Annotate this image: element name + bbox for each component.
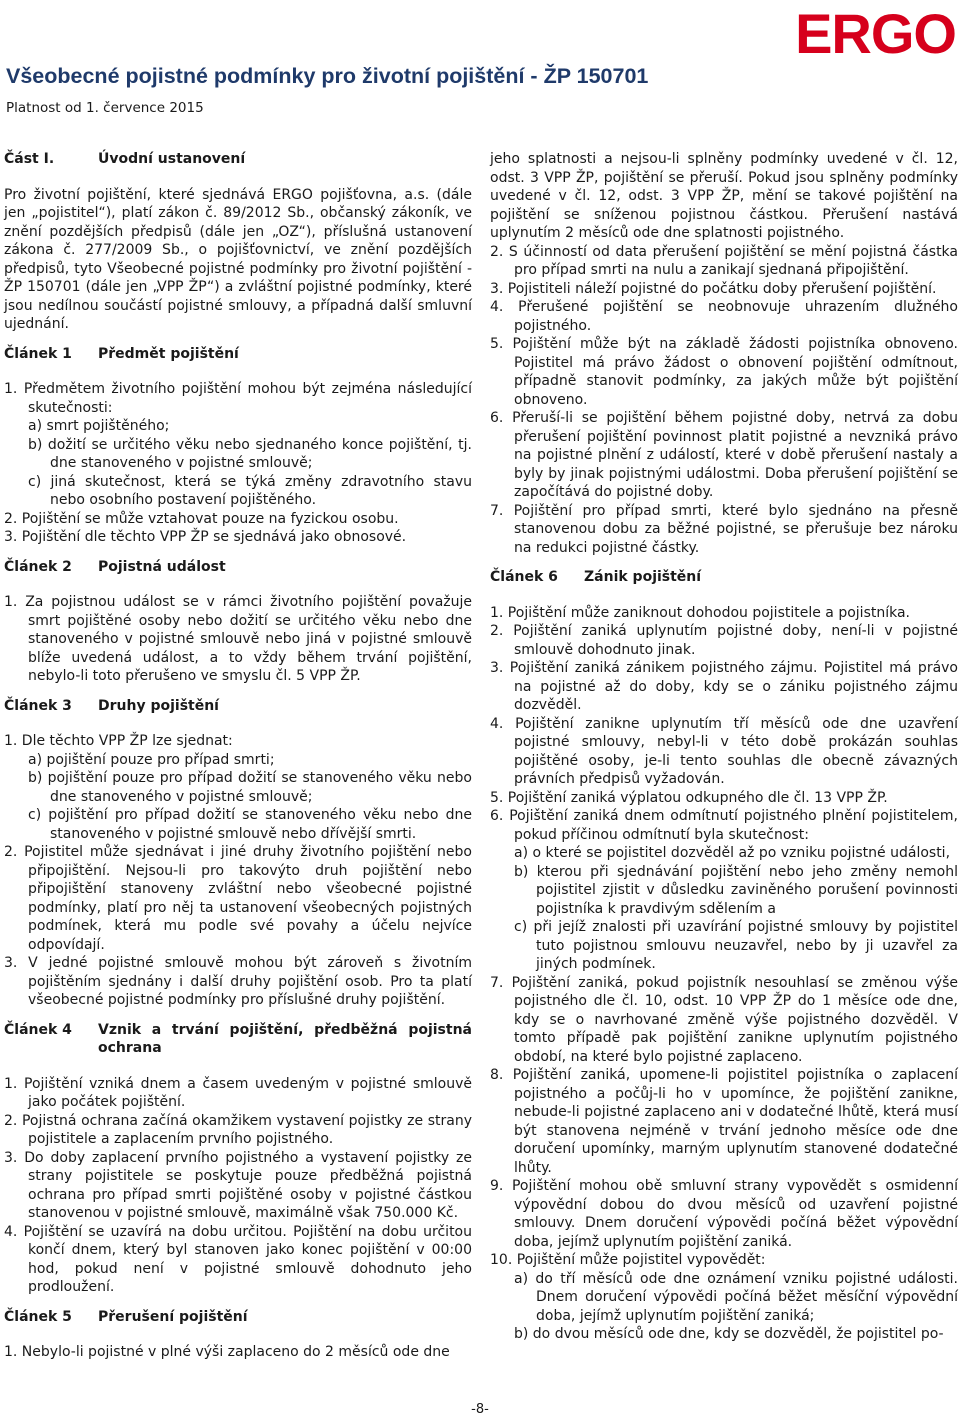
numbered-item: 1. Pojištění může zaniknout dohodou pojistitele a pojistníka.	[490, 604, 910, 621]
numbered-item: 2. Pojištění se může vztahovat pouze na fyzickou osobu.	[4, 510, 399, 527]
section-title: Zánik pojištění	[584, 569, 702, 585]
sub-item: a) pojištění pouze pro případ smrti;	[28, 751, 275, 768]
sub-item: b) do dvou měsíců ode dne, kdy se dozvěděl, že pojistitel po-	[514, 1326, 944, 1342]
section-heading	[490, 568, 958, 587]
numbered-item: 1. Předmětem životního pojištění mohou být zejména následující skutečnosti:	[4, 381, 472, 416]
sub-item: a) o které se pojistitel dozvěděl až po vzniku pojistné události,	[514, 845, 951, 861]
numbered-item: 2. Pojistná ochrana začíná okamžikem vystavení pojistky ze strany pojistitele a zaplacením prvního pojistného.	[4, 1112, 472, 1147]
section-number: Článek 1	[4, 345, 72, 362]
numbered-item: 1. Nebylo-li pojistné v plné výši zaplaceno do 2 měsíců ode dne	[4, 1344, 450, 1360]
paragraph: jeho splatnosti a nejsou-li splněny podmínky uvedené v čl. 12, odst. 3 VPP ŽP, pojištění se přeruší. Pokud jsou splněny podmínky uvedené v čl. 12, odst. 3 VPP ŽP, mění se takové pojištění na pojištění se sníženou pojistnou částkou. Přerušení nastává uplynutím 2 měsíců ode dne splatnosti pojistného.	[490, 151, 958, 241]
numbered-item: 3. V jedné pojistné smlouvě mohou být zároveň s životním pojištěním sjednány i další druhy pojištění osob. Pro ta platí všeobecné pojistné podmínky pro příslušné druhy pojištění.	[4, 955, 472, 1008]
section-heading	[4, 1308, 472, 1327]
section-number: Článek 6	[490, 569, 558, 585]
section-title: Úvodní ustanovení	[98, 151, 246, 167]
ergo-logo: ERGO	[795, 2, 956, 65]
section-number: Část I.	[4, 151, 55, 167]
numbered-item: 5. Pojištění může být na základě žádosti pojistníka obnoveno. Pojistitel má právo žádost o obnovení pojištění odmítnout, případně stanovit podmínky, za jakých může být pojištění obnoveno.	[490, 336, 958, 408]
numbered-item: 9. Pojištění mohou obě smluvní strany vypovědět s osmidenní výpovědní dobou do dvou měsíců od uzavření pojistné smlouvy. Dnem doručení výpovědi počíná běžet výpovědní doba, jejímž uplynutím pojištění zaniká.	[490, 1178, 958, 1250]
numbered-item: 2. Pojištění zaniká uplynutím pojistné doby, není-li v pojistné smlouvě dohodnuto jinak.	[490, 623, 958, 658]
section-heading	[4, 558, 472, 577]
sub-item: b) dožití se určitého věku nebo sjednaného konce pojištění, tj. dne stanoveného v pojistné smlouvě;	[28, 436, 472, 471]
numbered-item: 4. Pojištění zanikne uplynutím tří měsíců ode dne uzavření pojistné smlouvy, nebyl-li v této době prokázán souhlas pojištěné osoby, je-li tento souhlas dle obecně závazných právních předpisů vyžadován.	[490, 715, 958, 787]
numbered-item: 7. Pojištění zaniká, pokud pojistník nesouhlasí se změnou výše pojistného dle čl. 10, odst. 10 VPP ŽP do 1 měsíce ode dne, kdy se o navrhované změně výše pojistného dozvěděl. V tomto případě pak pojištění zanikne uplynutím pojistného období, na které bylo pojistné zaplaceno.	[490, 974, 958, 1065]
numbered-item: 4. Pojištění se uzavírá na dobu určitou. Pojištění na dobu určitou končí dnem, který byl stanoven jako konec pojištění v 00:00 hod, pokud není v pojistné smlouvě dohodnuto jeho prodloužení.	[4, 1223, 472, 1295]
section-number: Článek 4	[4, 1021, 72, 1038]
section-number: Článek 2	[4, 558, 72, 575]
sub-item: a) smrt pojištěného;	[28, 418, 170, 434]
section-number: Článek 5	[4, 1308, 72, 1325]
section-number: Článek 3	[4, 697, 72, 714]
section-title: Pojistná událost	[98, 558, 226, 575]
section-title: Vznik a trvání pojištění, předběžná pojistná ochrana	[98, 1021, 472, 1056]
section-heading	[4, 150, 472, 169]
numbered-item: 3. Pojištění dle těchto VPP ŽP se sjednává jako obnosové.	[4, 529, 407, 545]
numbered-item: 4. Přerušené pojištění se neobnovuje uhrazením dlužného pojistného.	[490, 299, 958, 334]
section-heading	[4, 345, 472, 364]
numbered-item: 5. Pojištění zaniká výplatou odkupného dle čl. 13 VPP ŽP.	[490, 789, 888, 806]
numbered-item: 3. Pojistiteli náleží pojistné do počátku doby přerušení pojištění.	[490, 280, 937, 297]
paragraph: Pro životní pojištění, které sjednává ERGO pojišťovna, a.s. (dále jen „pojistitel“), platí zákon č. 89/2012 Sb., občanský zákoník, ve znění pozdějších předpisů (dále jen „OZ“), příslušná ustanovení zákona č. 277/2009 Sb., o pojišťovnictví, ve znění pozdějších předpisů, tyto Všeobecné pojistné podmínky pro životní pojištění - ŽP 150701 (dále jen „VPP ŽP“) a zvláštní pojistné podmínky, které jsou nedílnou součástí pojistné smlouvy, a případná další smluvní ujednání.	[4, 186, 472, 332]
sub-item: b) kterou při sjednávání pojištění nebo jeho změny nemohl pojistitel zjistit v důsledku zaviněného porušení povinnosti pojistníka k pravdivým sdělením a	[514, 863, 958, 917]
numbered-item: 1. Dle těchto VPP ŽP lze sjednat:	[4, 733, 233, 749]
numbered-item: 7. Pojištění pro případ smrti, které bylo sjednáno na přesně stanovenou dobu za běžné pojistné, se přerušuje bez nároku na redukci pojistné částky.	[490, 502, 958, 556]
numbered-item: 3. Do doby zaplacení prvního pojistného a vystavení pojistky ze strany pojistitele se poskytuje pouze předběžná pojistná ochrana pro případ smrti pojištěné osoby v pojistné částkou stanovenou v pojistné smlouvě, maximálně však 750.000 Kč.	[4, 1149, 472, 1221]
numbered-item: 1. Pojištění vzniká dnem a časem uvedeným v pojistné smlouvě jako počátek pojištění.	[4, 1075, 472, 1110]
numbered-item: 6. Pojištění zaniká dnem odmítnutí pojistného plnění pojistitelem, pokud příčinou odmítnutí byla skutečnost:	[490, 808, 958, 843]
section-title: Předmět pojištění	[98, 345, 239, 362]
page-number: -8-	[471, 1402, 489, 1417]
numbered-item: 3. Pojištění zaniká zánikem pojistného zájmu. Pojistitel má právo na pojistné až do doby, kdy se o zániku pojistného zájmu dozvěděl.	[490, 660, 958, 713]
section-heading	[4, 1021, 472, 1058]
sub-item: c) pojištění pro případ dožití se stanoveného věku nebo dne stanoveného v pojistné smlouvě nebo dřívější smrti.	[28, 807, 472, 842]
section-heading	[4, 697, 472, 716]
numbered-item: 2. Pojistitel může sjednávat i jiné druhy životního pojištění nebo připojištění. Nejsou-li pro takovýto druh pojištění nebo připojištění stanoveny zvláštní nebo všeobecné pojistné podmínky, platí pro něj ta ustanovení všeobecných pojistných podmínek, která mu podle své povahy a účelu nejvíce odpovídají.	[4, 844, 472, 953]
section-title: Druhy pojištění	[98, 697, 219, 714]
numbered-item: 8. Pojištění zaniká, upomene-li pojistitel pojistníka o zaplacení pojistného a počůj-li ho v upomínce, že pojištění zanikne, nebude-li pojistné zaplaceno ani v dodatečné lhůtě, která musí být stanovena nejméně v trvání jednoho měsíce ode dne doručení upomínky, marným uplynutím stanovené dodatečné lhůty.	[490, 1067, 958, 1176]
numbered-item: 1. Za pojistnou událost se v rámci životního pojištění považuje smrt pojištěné osoby nebo dožití se určitého věku nebo dne stanoveného v pojistné smlouvě nebo jiná v pojistné smlouvě blíže uvedená událost, a to vždy během trvání pojištění, nebylo-li toto přerušeno ve smyslu čl. 5 VPP ŽP.	[4, 594, 472, 684]
document-title: Všeobecné pojistné podmínky pro životní pojištění - ŽP 150701	[6, 64, 649, 88]
sub-item: c) jiná skutečnost, která se týká změny zdravotního stavu nebo osobního postavení pojištěného.	[28, 473, 472, 508]
numbered-item: 10. Pojištění může pojistitel vypovědět:	[490, 1252, 766, 1268]
numbered-item: 6. Přeruší-li se pojištění během pojistné doby, netrvá za dobu přerušení pojištění povinnost platit pojistné a nevzniká právo na pojistné plnění z událostí, které v době přerušení nastaly a byly by jinak pojistnými událostmi. Doba přerušení pojištění se započítává do pojistné doby.	[490, 410, 958, 500]
validity-date: Platnost od 1. července 2015	[6, 100, 204, 116]
sub-item: c) při jejíž znalosti při uzavírání pojistné smlouvy by pojistitel tuto pojistnou smlouvu neuzavřel, nebo by ji uzavřel za jiných podmínek.	[514, 919, 958, 972]
left-column	[4, 150, 472, 1362]
sub-item: a) do tří měsíců ode dne oznámení vzniku pojistné události. Dnem doručení výpovědi počíná běžet měsíční výpovědní doba, jejímž uplynutím pojištění zaniká;	[514, 1270, 958, 1324]
sub-item: b) pojištění pouze pro případ dožití se stanoveného věku nebo dne stanoveného v pojistné smlouvě;	[28, 770, 472, 805]
right-column	[490, 150, 958, 1344]
numbered-item: 2. S účinností od data přerušení pojištění se mění pojistná částka pro případ smrti na nulu a zanikají sjednaná připojištění.	[490, 243, 958, 278]
section-title: Přerušení pojištění	[98, 1308, 248, 1325]
